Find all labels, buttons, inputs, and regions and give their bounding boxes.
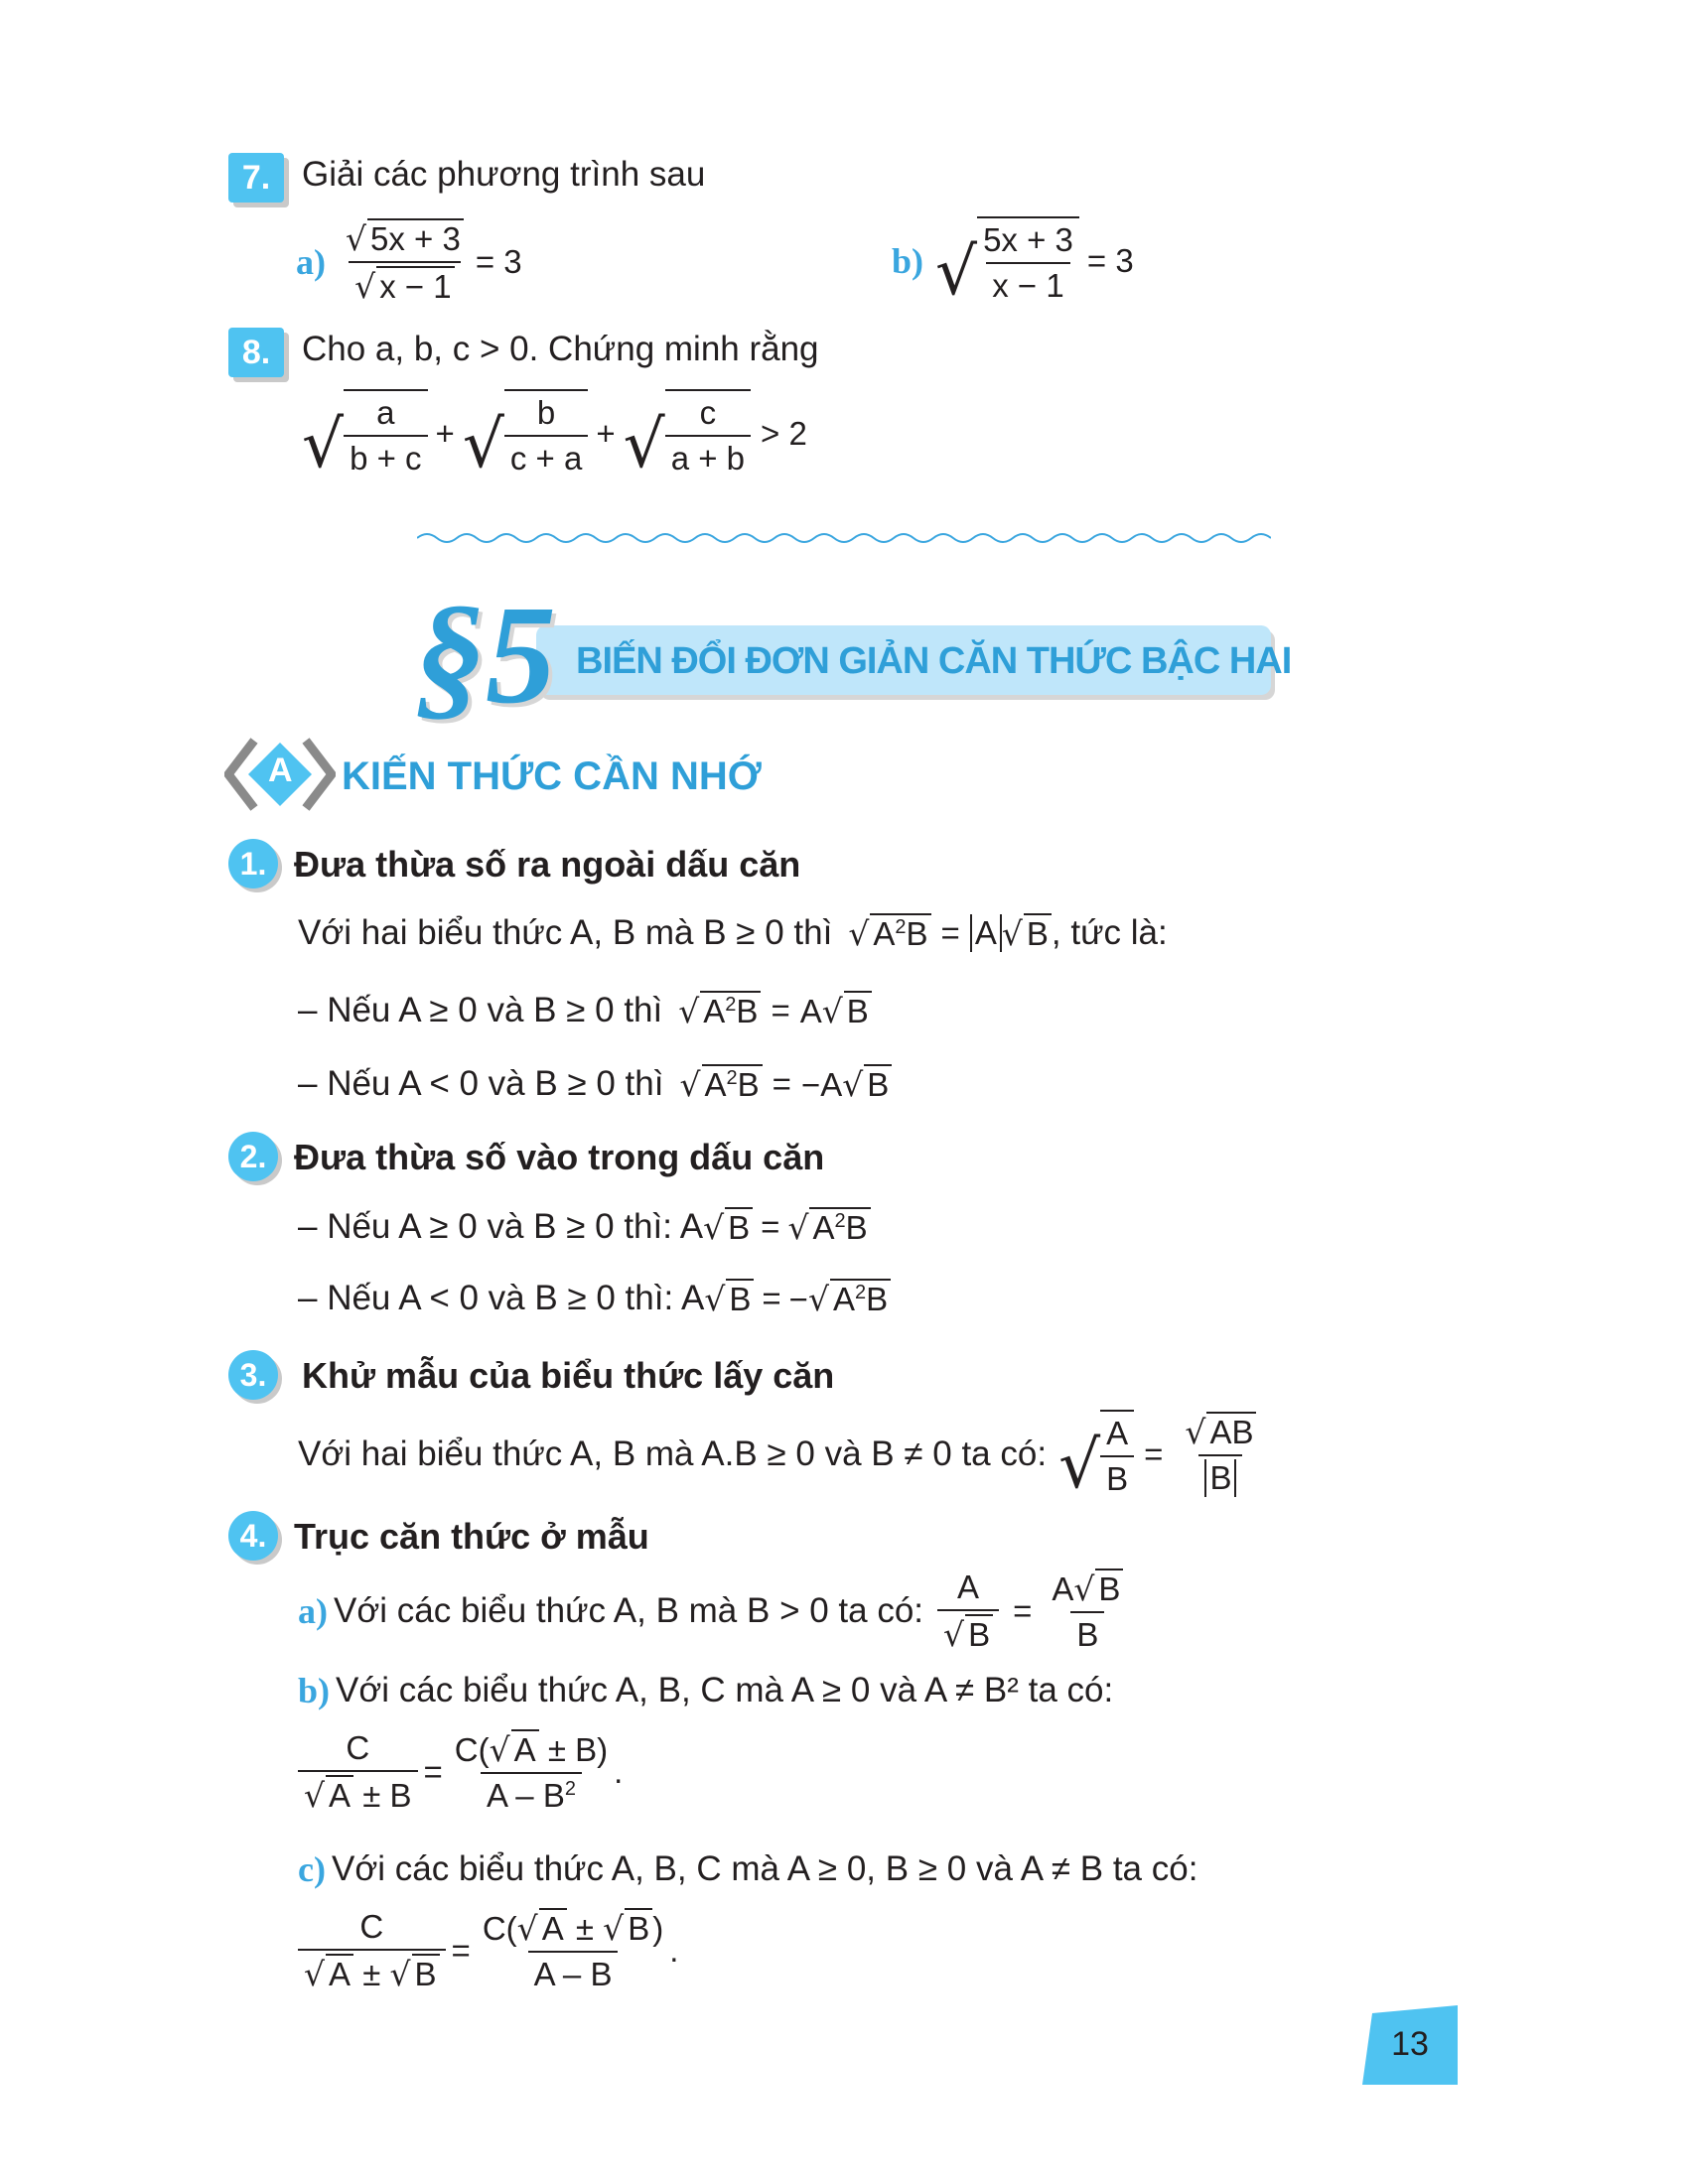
knowledge-2-badge: 2.	[228, 1132, 278, 1181]
knowledge-1-line-3: – Nếu A < 0 và B ≥ 0 thì √ $A^2B$ = −A√ B	[298, 1064, 892, 1104]
exercise-8-inequality: √ $\frac{a}{b + c}$ + √ $\frac{b}{c + a}$ + √ $\frac{c}{a + b}$ > 2	[302, 389, 807, 478]
ex7b-denominator: x − 1	[986, 262, 1069, 305]
ex7b-rhs: = 3	[1086, 241, 1134, 279]
exercise-7b-label: b)	[892, 240, 924, 281]
exercise-7a: a) $\frac{√ 5x + 3}{√ x - 1}$ = 3	[296, 219, 522, 306]
part-a-letter: A	[268, 751, 293, 789]
knowledge-1-line-2: – Nếu A ≥ 0 và B ≥ 0 thì √ $A^2B$ = A√ B	[298, 991, 872, 1030]
knowledge-4b-formula: $\frac{C}{√ A \pm B}$ = $\frac{C(√ A \pm B)}{A - B^2}$ .	[298, 1729, 623, 1815]
ex8-term1-den: b + c	[344, 435, 427, 478]
k1-line2-text: – Nếu A ≥ 0 và B ≥ 0 thì	[298, 991, 663, 1029]
knowledge-3-line-1: Với hai biểu thức A, B mà A.B ≥ 0 và B ≠ 0 ta có: √ $\frac{A}{B}$ = $\frac{√ AB}{B}$	[298, 1410, 1268, 1498]
knowledge-4c	[298, 1848, 1197, 1890]
knowledge-2-line-2: – Nếu A < 0 và B ≥ 0 thì: A √ B = −√ $A^2B$	[298, 1279, 891, 1318]
k1-line3-text: – Nếu A < 0 và B ≥ 0 thì	[298, 1064, 664, 1103]
knowledge-3-heading: Khử mẫu của biểu thức lấy căn	[302, 1355, 835, 1396]
ex8-term1-num: a	[376, 394, 395, 431]
k3-line1-text: Với hai biểu thức A, B mà A.B ≥ 0 và B ≠ 0 ta có:	[298, 1433, 1048, 1473]
ex7a-denominator: x − 1	[376, 266, 454, 306]
section-title: BIẾN ĐỔI ĐƠN GIẢN CĂN THỨC BẬC HAI	[576, 640, 1292, 682]
ex8-rhs: > 2	[761, 414, 807, 452]
ex7a-numerator: 5x + 3	[367, 218, 464, 258]
ex8-term2-num: b	[536, 394, 556, 431]
knowledge-2-line-1: – Nếu A ≥ 0 và B ≥ 0 thì: A √ B = √ $A^2B$	[298, 1207, 871, 1247]
knowledge-4-heading: Trục căn thức ở mẫu	[294, 1516, 649, 1557]
ex8-term2-den: c + a	[504, 435, 588, 478]
knowledge-3-badge: 3.	[228, 1350, 278, 1400]
section-mark: §5	[415, 576, 556, 733]
exercise-7-title: Giải các phương trình sau	[302, 155, 706, 194]
ex8-term3-num: c	[699, 394, 717, 431]
k4a-label: a)	[298, 1591, 328, 1631]
wavy-divider	[417, 526, 1271, 550]
knowledge-4a: a) Với các biểu thức A, B mà B > 0 ta có: $\frac{A}{√ B}$ = $\frac{A√ B}{B}$	[298, 1569, 1135, 1654]
knowledge-4c-formula: $\frac{C}{√ A \pm √ B}$ = $\frac{C(√ A \pm √ B)}{A - B}$ .	[298, 1908, 678, 1993]
exercise-8-title: Cho a, b, c > 0. Chứng minh rằng	[302, 330, 819, 368]
k2-line2-text: – Nếu A < 0 và B ≥ 0 thì: A	[298, 1279, 705, 1317]
knowledge-1-badge: 1.	[228, 839, 278, 888]
k4c-label: c)	[298, 1849, 326, 1889]
knowledge-4-badge: 4.	[228, 1511, 278, 1561]
exercise-7a-label: a)	[296, 242, 326, 282]
exercise-8-badge: 8.	[228, 328, 284, 377]
ex8-plus-2: +	[596, 414, 616, 452]
k4a-text: Với các biểu thức A, B mà B > 0 ta có:	[334, 1591, 924, 1630]
knowledge-1-heading: Đưa thừa số ra ngoài dấu căn	[294, 844, 801, 885]
ex8-plus-1: +	[435, 414, 455, 452]
knowledge-1-line-1: Với hai biểu thức A, B mà B ≥ 0 thì √ $A^2B$ = A √ B , tức là:	[298, 913, 1168, 953]
k1-line1-text: Với hai biểu thức A, B mà B ≥ 0 thì	[298, 913, 833, 952]
k4b-text: Với các biểu thức A, B, C mà A ≥ 0 và A ≠ B² ta có:	[336, 1671, 1114, 1709]
ex7b-numerator: 5x + 3	[983, 221, 1073, 258]
ex8-term3-den: a + b	[665, 435, 751, 478]
knowledge-4b	[298, 1670, 1113, 1711]
exercise-7b: b) √ $\frac{5x + 3}{x - 1}$ = 3	[892, 216, 1134, 305]
part-a-title: KIẾN THỨC CẦN NHỚ	[342, 754, 762, 798]
knowledge-2-heading: Đưa thừa số vào trong dấu căn	[294, 1137, 825, 1177]
k2-line1-text: – Nếu A ≥ 0 và B ≥ 0 thì: A	[298, 1207, 704, 1246]
k4c-text: Với các biểu thức A, B, C mà A ≥ 0, B ≥ 0 và A ≠ B ta có:	[331, 1849, 1198, 1888]
k4b-label: b)	[298, 1671, 331, 1710]
k1-line1-end: , tức là:	[1051, 913, 1168, 952]
page-number: 13	[1391, 2025, 1429, 2063]
ex7a-rhs: = 3	[475, 243, 522, 280]
exercise-7-badge: 7.	[228, 153, 284, 203]
